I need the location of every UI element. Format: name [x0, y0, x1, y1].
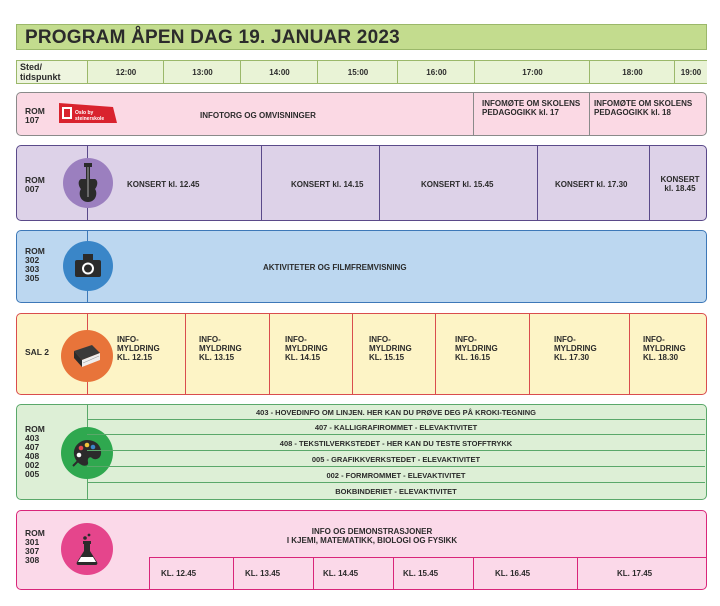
science-time: KL. 16.45 [495, 569, 531, 578]
session-line: MYLDRING [369, 344, 412, 353]
session-line: INFO- [117, 335, 139, 344]
science-rooms-band [16, 510, 707, 590]
camera-icon [63, 241, 113, 291]
time-slot: 16:00 [397, 61, 475, 83]
aktiviteter-text: AKTIVITETER OG FILMFREMVISNING [263, 263, 407, 272]
science-time: KL. 14.45 [323, 569, 359, 578]
flask-icon [61, 523, 113, 575]
art-row: 002 - FORMROMMET - ELEVAKTIVITET [87, 469, 705, 483]
session-line: KL. 17.30 [554, 353, 590, 362]
art-row: 408 - TEKSTILVERKSTEDET - HER KAN DU TESTE STOFFTRYKK [87, 437, 705, 451]
session-line: KL. 16.15 [455, 353, 491, 362]
science-time: KL. 17.45 [617, 569, 653, 578]
session-line: INFO- [455, 335, 477, 344]
science-info-line2: I KJEMI, MATEMATIKK, BIOLOGI OG FYSIKK [286, 536, 458, 545]
time-slot: 18:00 [589, 61, 675, 83]
session-line: MYLDRING [285, 344, 328, 353]
session-line: MYLDRING [199, 344, 242, 353]
svg-text:Oslo by: Oslo by [75, 110, 94, 116]
art-row: 005 - GRAFIKKVERKSTEDET - ELEVAKTIVITET [87, 453, 705, 467]
timeline-label [20, 62, 61, 82]
art-row: 407 - KALLIGRAFIROMMET - ELEVAKTIVITET [87, 421, 705, 435]
concert-1730: KONSERT kl. 17.30 [555, 180, 628, 189]
session-line: KL. 13.15 [199, 353, 235, 362]
session-line: INFO- [643, 335, 665, 344]
timeline-label-line2: tidspunkt [20, 72, 61, 82]
session-line: KL. 12.15 [117, 353, 153, 362]
guitar-icon [63, 158, 113, 208]
infomyldring-1315 [199, 335, 242, 362]
room-302-band [16, 230, 707, 303]
concert-1415: KONSERT kl. 14.15 [291, 180, 364, 189]
book-icon [61, 330, 113, 382]
divider [435, 314, 436, 394]
time-slot: 17:00 [474, 61, 590, 83]
time-slot: 19:00 [674, 61, 707, 83]
divider [261, 146, 262, 220]
divider [379, 146, 380, 220]
room-label: ROM 007 [25, 175, 45, 194]
page-title: PROGRAM ÅPEN DAG 19. JANUAR 2023 [16, 24, 707, 50]
room-label: SAL 2 [25, 347, 49, 357]
divider [269, 314, 270, 394]
art-row: BOKBINDERIET - ELEVAKTIVITET [335, 487, 457, 496]
divider [473, 557, 474, 589]
sal-2-band [16, 313, 707, 395]
infomyldring-1415 [285, 335, 328, 362]
divider [149, 557, 150, 589]
session-line: INFO- [554, 335, 576, 344]
room-label: ROM 403 407 408 002 005 [25, 424, 45, 479]
svg-text:steinerskole: steinerskole [75, 116, 105, 122]
infomyldring-1730 [554, 335, 597, 362]
session-line: MYLDRING [643, 344, 686, 353]
divider [473, 93, 474, 135]
infomyldring-1515 [369, 335, 412, 362]
divider [233, 557, 234, 589]
divider [629, 314, 630, 394]
science-time: KL. 15.45 [403, 569, 439, 578]
infomyldring-1830 [643, 335, 686, 362]
concert-1245: KONSERT kl. 12.45 [127, 180, 200, 189]
divider [529, 314, 530, 394]
infomote-18: INFOMØTE OM SKOLENS PEDAGOGIKK kl. 18 [594, 99, 693, 117]
room-label: ROM 302 303 305 [25, 246, 45, 283]
room-label: ROM 301 307 308 [25, 528, 45, 565]
divider [537, 146, 538, 220]
timeline-label-line1: Sted/ [20, 62, 43, 72]
divider [313, 557, 314, 589]
room-107-band [16, 92, 707, 136]
art-row: 403 - HOVEDINFO OM LINJEN. HER KAN DU PRØVE DEG PÅ KROKI-TEGNING [87, 406, 705, 420]
session-line: KL. 15.15 [369, 353, 405, 362]
session-line: INFO- [369, 335, 391, 344]
time-slot: 12:00 [87, 61, 164, 83]
session-line: INFO- [199, 335, 221, 344]
room-label: ROM 107 [25, 106, 45, 125]
session-line: MYLDRING [455, 344, 498, 353]
divider [589, 93, 590, 135]
session-line: KL. 14.15 [285, 353, 321, 362]
divider [577, 557, 578, 589]
infomyldring-1615 [455, 335, 498, 362]
divider [393, 557, 394, 589]
infotorg-text: INFOTORG OG OMVISNINGER [200, 111, 316, 120]
time-slot: 15:00 [317, 61, 398, 83]
session-line: INFO- [285, 335, 307, 344]
science-time: KL. 12.45 [161, 569, 197, 578]
session-line: MYLDRING [554, 344, 597, 353]
session-line: KL. 18.30 [643, 353, 679, 362]
school-logo [59, 103, 117, 123]
concert-1845: KONSERT kl. 18.45 [660, 175, 700, 193]
time-slot: 14:00 [240, 61, 318, 83]
science-info-line1: INFO OG DEMONSTRASJONER [311, 527, 433, 536]
concert-1545: KONSERT kl. 15.45 [421, 180, 494, 189]
time-slot: 13:00 [163, 61, 241, 83]
infomote-17: INFOMØTE OM SKOLENS PEDAGOGIKK kl. 17 [482, 99, 581, 117]
infomyldring-1215 [117, 335, 160, 362]
divider [352, 314, 353, 394]
timeline-header [16, 60, 707, 84]
divider [649, 146, 650, 220]
room-007-band [16, 145, 707, 221]
science-info [267, 527, 477, 545]
science-time: KL. 13.45 [245, 569, 281, 578]
divider [185, 314, 186, 394]
session-line: MYLDRING [117, 344, 160, 353]
